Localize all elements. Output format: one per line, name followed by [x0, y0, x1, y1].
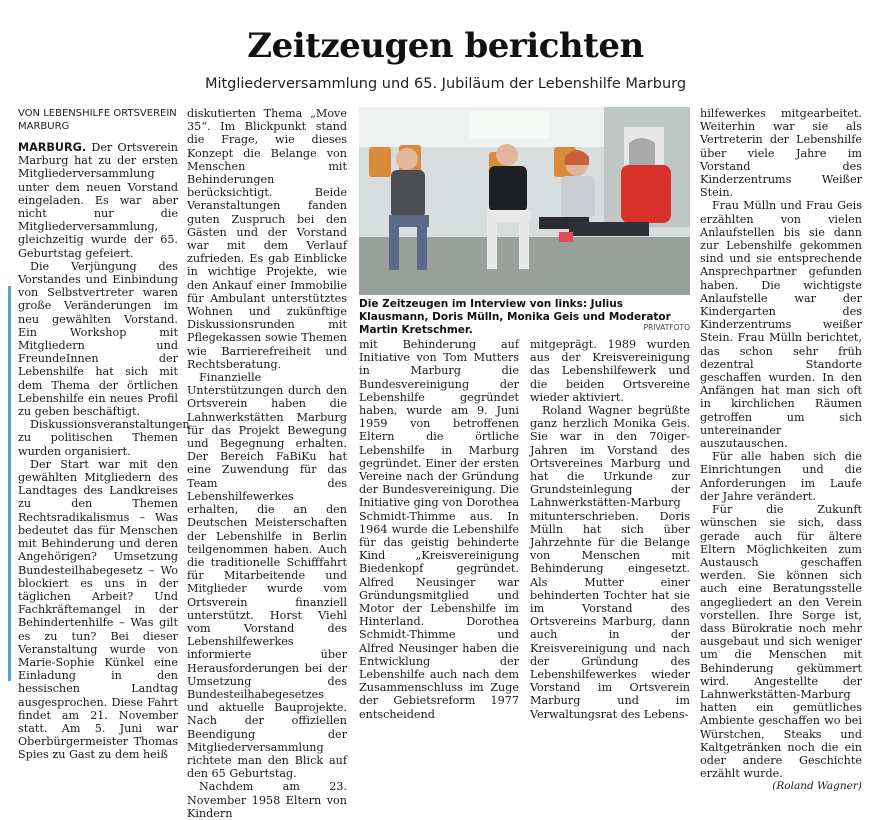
paragraph-text: Der Ortsverein Marburg hat zu der ersten Mitgliederversammlung unter dem neuen Vorstand eingeladen. Es war aber nicht nur die Mitgliederversammlung, gleichzeitig wurde der 65. Geburtstag gefeiert. — [18, 141, 178, 260]
photo-caption: Die Zeitzeugen im Interview von links: Julius Klausmann, Doris Mülln, Monika Geis und Moderator Martin Kretschmer. — [359, 298, 671, 336]
photo-credit: PRIVATFOTO — [643, 323, 690, 332]
paragraph: hilfewerkes mitgearbeitet. Weiterhin war sie als Vertreterin der Lebenshilfe über viele Jahre im Vorstand des Kinderzentrums Weißer Stein. — [700, 107, 862, 200]
paragraph: diskutierten Thema „Move 35“. Im Blickpunkt stand die Frage, wie dieses Konzept die Belange von Menschen mit Behinderungen berücksichtigt. Beide Veranstaltungen fanden guten Zuspruch bei den Gästen und der Vorstand war mit dem Verlauf zufrieden. Es gab Einblicke in wichtige Projekte, wie den Ankauf einer Immobilie für Ambulant unterstütztes Wohnen und zukünftige Diskussionsrunden mit Pflegekassen sowie Themen wie Barrierefreiheit und Rechtsberatung. — [187, 107, 347, 371]
article-column-3 — [359, 338, 519, 721]
paragraph — [18, 141, 178, 260]
paragraph: Für alle haben sich die Einrichtungen und die Anforderungen im Laufe der Jahre verändert. — [700, 450, 862, 503]
paragraph: Die Verjüngung des Vorstandes und Einbindung von Selbstvertreter waren große Veränderungen im neu gewählten Vorstand. Ein Workshop mit Mitgliedern und FreundeInnen der Lebenshilfe hat sich mit dem Thema der örtlichen Lebenshilfe ein neues Profil zu geben beschäftigt. — [18, 259, 178, 419]
paragraph: Diskussionsveranstaltungen zu politischen Themen wurden organisiert. — [18, 418, 190, 458]
photo-illustration — [359, 107, 690, 295]
article-column-4 — [530, 338, 690, 721]
paragraph: Roland Wagner begrüßte ganz herzlich Monika Geis. Sie war in den 70iger-Jahren im Vorstand des Ortsvereines Marburg und hat die Urkunde zur Grundsteinlegung der Lahnwerkstätten-Marburg mitunterschrieben. Doris Mülln hat sich über Jahrzehnte für die Belange von Menschen mit Behinderung eingesetzt. Als Mutter einer behinderten Tochter hat sie im Vorstand des Ortsvereins Marburg, dann auch in der Kreisvereinigung und nach der Gründung des Lebenshilfewerkes wieder Vorstand im Ortsverein Marburg und im Verwaltungsrat des Lebens- — [530, 404, 690, 721]
dateline: MARBURG. — [18, 141, 87, 154]
paragraph: Der Start war mit den gewählten Mitgliedern des Landtages des Landkreises zu den Themen Rechtsradikalismus – Was bedeutet das für Menschen mit Behinderung und deren Angehörigen? Umsetzung Bundesteilhabegesetz – Wo blockiert es uns in der täglichen Arbeit? Und Fachkräftemangel in der Behindertenhilfe – Was gilt es zu tun? Bei dieser Veranstaltung wurde von Marie-Sophie Künkel eine Einladung in den hessischen Landtag ausgesprochen. Diese Fahrt findet am 21. November statt. Am 5. Juni war Oberbürgermeister Thomas Spies zu Gast zu dem heiß — [18, 457, 178, 762]
article-column-2 — [187, 107, 347, 820]
article-column-5 — [700, 107, 862, 793]
paragraph: Nachdem am 23. November 1958 Eltern von Kindern — [187, 780, 347, 820]
article-column-1 — [18, 141, 190, 762]
byline: VON LEBENSHILFE ORTSVEREIN MARBURG — [18, 108, 177, 132]
paragraph: Frau Mülln und Frau Geis erzählten von vielen Anlaufstellen bis sie dann zur Lebenshilfe gekommen sind und sie entsprechende Ansprechpartner gefunden haben. Die wichtigste Anlaufstelle war der Kindergarten des Kinderzentrums weißer Stein. Frau Mülln berichtet, das schon sehr früh dezentral Standorte geschaffen wurden. In den Anfängen hat man sich oft in kirchlichen Räumen getroffen um sich untereinander auszutauschen. — [700, 199, 862, 451]
headline: Zeitzeugen berichten — [247, 26, 644, 66]
paragraph: mitgeprägt. 1989 wurden aus der Kreisvereinigung das Lebenshilfewerk und die beiden Ortsvereine wieder aktiviert. — [530, 338, 690, 404]
author-signature: (Roland Wagner) — [772, 780, 862, 793]
interview-photo — [359, 107, 690, 295]
margin-accent-rule — [8, 286, 11, 681]
paragraph-text: Für die Zukunft wünschen sie sich, dass gerade auch für ältere Eltern Möglichkeiten zum Austausch geschaffen werden. Sie können sich auch eine Beratungsstelle angegliedert an den Verein vorstellen. Ihre Sorge ist, dass Bürokratie noch mehr ausgebaut und sich weniger um die Menschen mit Behinderung gekümmert wird. Angestellte der Lahnwerkstätten-Marburg hatten ein gemütliches Ambiente geschaffen wo bei Würstchen, Steaks und Kaltgetränken noch die ein oder andere Geschichte erzählt wurde. — [700, 503, 862, 781]
paragraph: mit Behinderung auf Initiative von Tom Mutters in Marburg die Bundesvereinigung der Lebenshilfe gegründet haben, wurde am 9. Juni 1959 von betroffenen Eltern die örtliche Lebenshilfe in Marburg gegründet. Einer der ersten Vereine nach der Gründung der Bundesvereinigung. Die Initiative ging von Dorothea Schmidt-Thimme aus. In 1964 wurde die Lebenshilfe für das geistig behinderte Kind „Kreisvereinigung Biedenkopf gegründet. Alfred Neusinger war Gründungsmitglied und Motor der Lebenshilfe im Hinterland. Dorothea Schmidt-Thimme und Alfred Neusinger haben die Entwicklung der Lebenshilfe auch nach dem Zusammenschluss im Zuge der Gebietsreform 1977 entscheidend — [359, 338, 519, 721]
subheadline: Mitgliederversammlung und 65. Jubiläum der Lebenshilfe Marburg — [204, 76, 687, 92]
paragraph: Finanzielle Unterstützungen durch den Ortsverein haben die Lahnwerkstätten Marburg für das Projekt Bewegung und Begegnung erhalten. Der Bereich FaBiKu hat eine Zuwendung für das Team des Lebenshilfewerkes erhalten, die an den Deutschen Meisterschaften der Lebenshilfe in Berlin teilgenommen haben. Auch die traditionelle Schifffahrt für Mitarbeitende und Mitglieder wurde vom Ortsverein finanziell unterstützt. Horst Viehl vom Vorstand des Lebenshilfewerkes informierte über Herausforderungen bei der Umsetzung des Bundesteilhabegesetzes und aktuelle Bauprojekte. Nach der offiziellen Beendigung der Mitgliederversammlung richtete man den Blick auf den 65 Geburtstag. — [187, 371, 347, 781]
paragraph — [700, 503, 862, 793]
